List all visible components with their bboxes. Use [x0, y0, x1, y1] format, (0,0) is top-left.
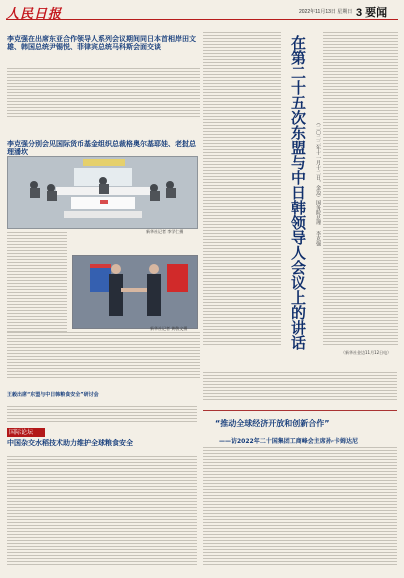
photo1-caption: 新华社记者 李学仁摄	[146, 229, 184, 234]
photo2-caption: 新华社记者 黄敬文摄	[150, 326, 188, 331]
main-vertical-headline: 在第二十五次东盟与中日韩领导人会议上的讲话	[289, 35, 307, 350]
headline-2: 李克强分别会见国际货币基金组织总裁格奥尔基耶娃、老挝总理潘坎	[7, 140, 196, 157]
body-text-block-8	[203, 372, 397, 402]
right-footnote: （新华社金边11月12日电）	[341, 350, 392, 355]
headline-5-subtitle: ——访2022年二十国集团工商峰会主席孙·卡姆达尼	[219, 438, 358, 445]
headline-5: “推动全球经济开放和创新合作”	[215, 419, 330, 428]
body-text-block-7	[323, 32, 398, 347]
logo: 人民日报	[6, 7, 63, 22]
body-text-block-3	[7, 332, 200, 380]
divider	[203, 410, 397, 411]
issue-date: 2022年11月13日 星期日	[299, 9, 353, 15]
handshake-photo	[72, 255, 198, 329]
body-text-block-5	[7, 456, 197, 566]
body-text-block-2	[7, 232, 67, 332]
section-tag: 国际论坛	[7, 428, 45, 437]
headline-1: 李克强在出席东亚合作领导人系列会议期间同日本首相岸田文雄、韩国总统尹锡悦、菲律宾总统马科斯会面交谈	[7, 35, 196, 52]
headline-4: 中国杂交水稻技术助力维护全球粮食安全	[7, 439, 133, 447]
vertical-subtitle: （二〇二二年十一月十二日，金边）国务院总理 李克强	[315, 120, 321, 246]
body-text-block-1	[7, 68, 200, 118]
page-number: 3 要闻	[356, 7, 388, 19]
headline-3: 王毅出席“东盟与中日韩粮食安全”研讨会	[7, 392, 99, 398]
masthead	[6, 3, 398, 20]
body-text-block-9	[203, 447, 397, 566]
body-text-block-6	[203, 32, 281, 347]
meeting-photo	[7, 156, 198, 229]
body-text-block-4	[7, 406, 197, 422]
